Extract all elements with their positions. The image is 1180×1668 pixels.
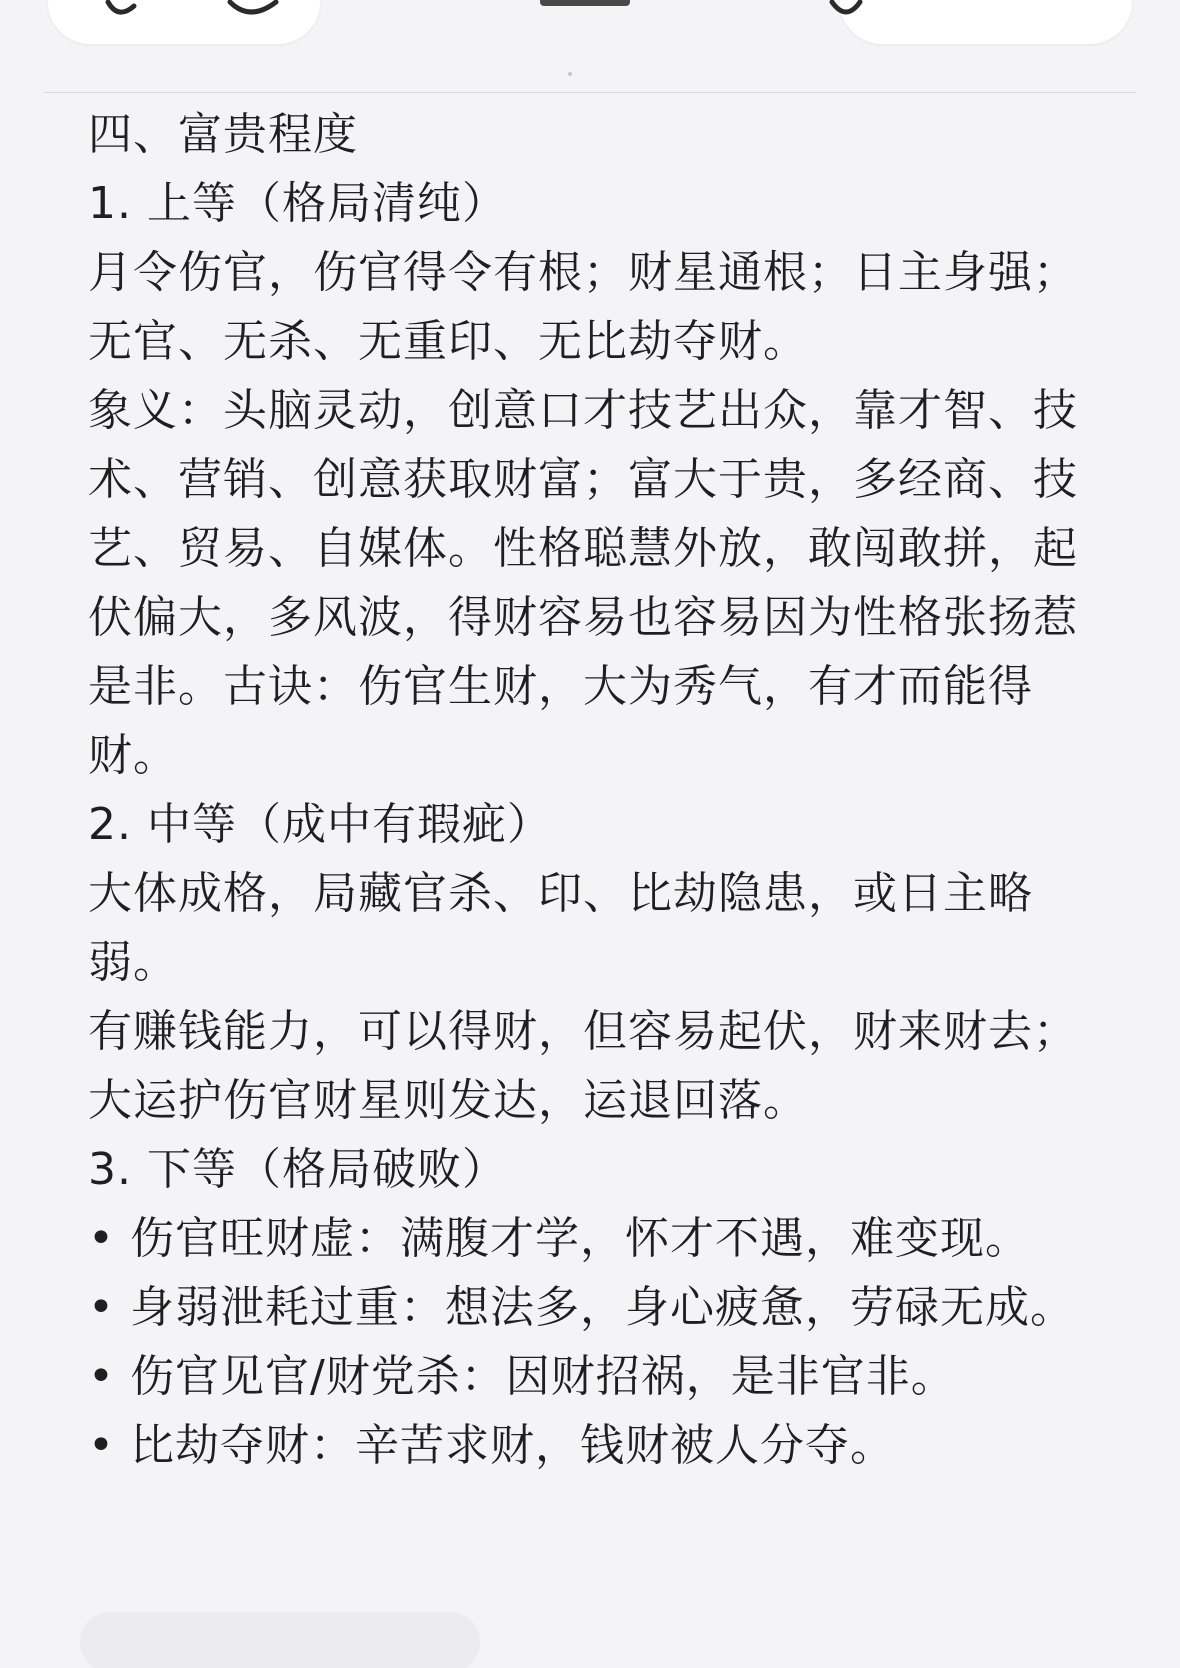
bottom-card-edge — [80, 1612, 480, 1668]
tier1-conditions: 月令伤官，伤官得令有根；财星通根；日主身强；无官、无杀、无重印、无比劫夺财。 — [88, 247, 1078, 367]
tier2-conditions: 大体成格，局藏官杀、印、比劫隐患，或日主略弱。 — [88, 868, 1033, 988]
tier3-item: • 伤官旺财虚：满腹才学，怀才不遇，难变现。 — [88, 1213, 1030, 1264]
tier3-title: 3. 下等（格局破败） — [88, 1144, 507, 1195]
page-title-fragment — [540, 0, 630, 6]
tier3-item: • 比劫夺财：辛苦求财，钱财被人分夺。 — [88, 1420, 895, 1471]
tier2-title: 2. 中等（成中有瑕疵） — [88, 799, 552, 850]
tier2-meaning: 有赚钱能力，可以得财，但容易起伏，财来财去；大运护伤官财星则发达，运退回落。 — [88, 1006, 1078, 1126]
tier1-meaning: 象义：头脑灵动，创意口才技艺出众，靠才智、技术、营销、创意获取财富；富大于贵，多经商、技艺、贸易、自媒体。性格聪慧外放，敢闯敢拼，起伏偏大，多风波，得财容易也容易因为性格张扬惹是非。古诀：伤官生财，大为秀气，有才而能得财。 — [88, 385, 1078, 781]
nav-pill-right[interactable] — [840, 0, 1132, 44]
nav-pill-left[interactable] — [48, 0, 320, 44]
tier3-item: • 伤官见官/财党杀：因财招祸，是非官非。 — [88, 1351, 956, 1402]
top-app-bar — [0, 0, 1180, 92]
search-icon[interactable] — [224, 0, 284, 20]
tier1-title: 1. 上等（格局清纯） — [88, 178, 507, 229]
header-divider — [44, 92, 1136, 93]
article-body — [88, 100, 1088, 1480]
back-icon[interactable] — [104, 0, 144, 20]
indicator-dot — [568, 72, 572, 76]
section-heading: 四、富贵程度 — [88, 109, 358, 160]
user-icon[interactable] — [826, 0, 866, 20]
tier3-item: • 身弱泄耗过重：想法多，身心疲惫，劳碌无成。 — [88, 1282, 1075, 1333]
